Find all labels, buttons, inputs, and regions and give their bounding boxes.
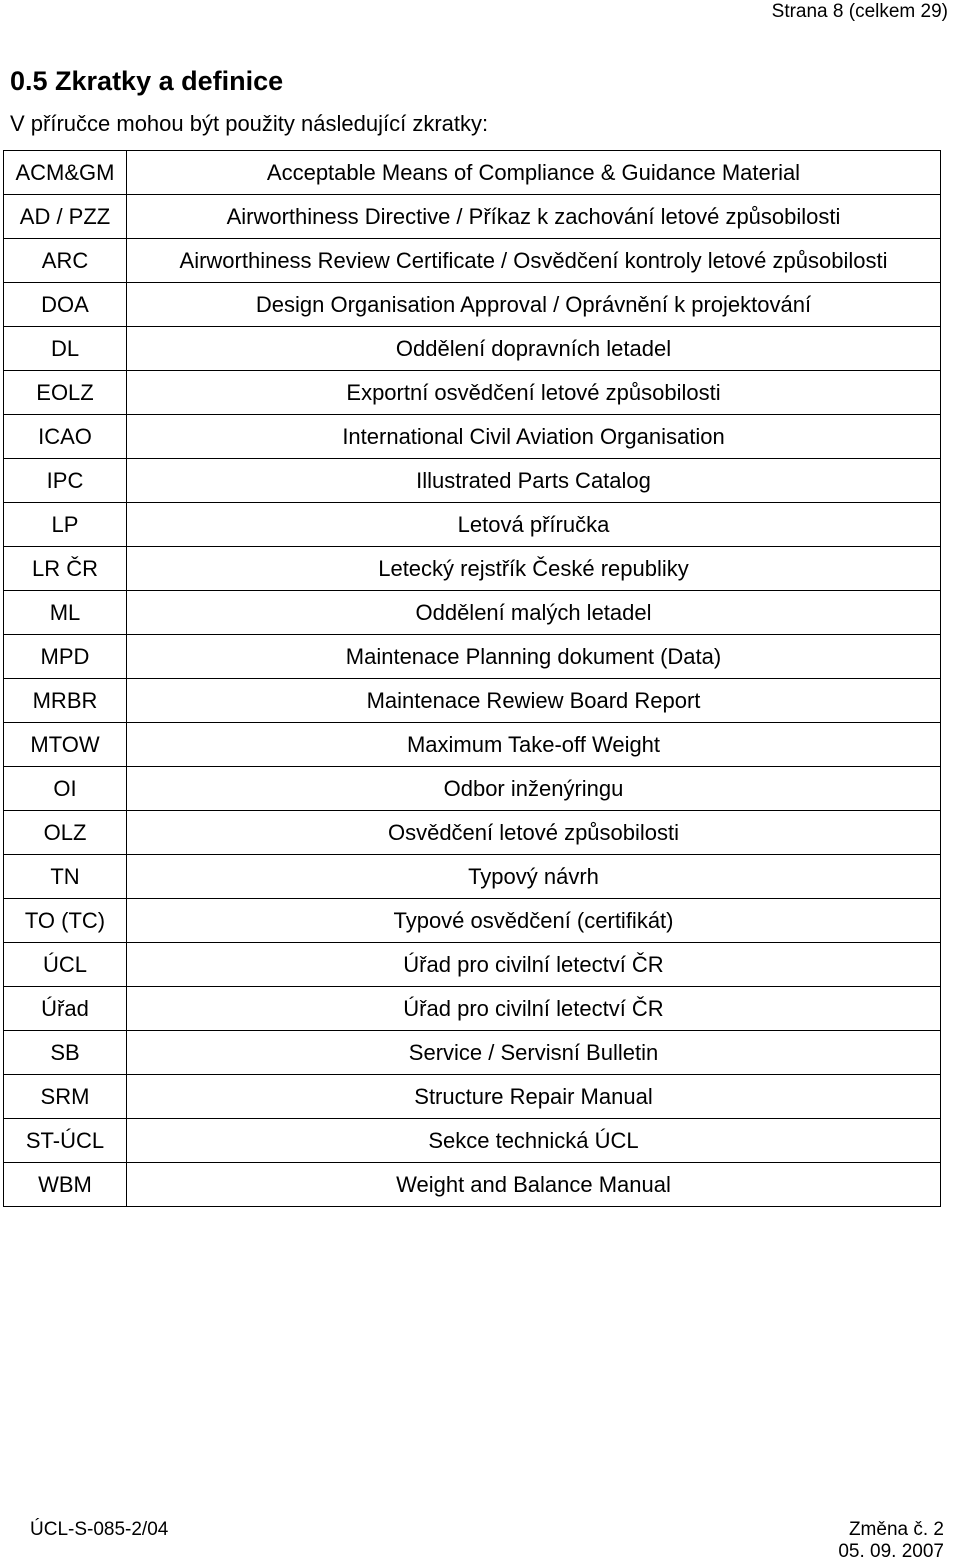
abbreviation-cell: IPC [4, 459, 127, 503]
abbreviation-cell: MPD [4, 635, 127, 679]
abbreviation-cell: AD / PZZ [4, 195, 127, 239]
meaning-cell: Maximum Take-off Weight [127, 723, 941, 767]
table-row [4, 1119, 941, 1163]
abbreviation-cell: ARC [4, 239, 127, 283]
meaning-cell: Illustrated Parts Catalog [127, 459, 941, 503]
footer-doc-code: ÚCL-S-085-2/04 [30, 1519, 169, 1540]
table-row [4, 1031, 941, 1075]
abbreviation-cell: Úřad [4, 987, 127, 1031]
footer-revision [838, 1519, 944, 1563]
abbreviation-cell: ICAO [4, 415, 127, 459]
abbreviation-cell: DOA [4, 283, 127, 327]
meaning-cell: Design Organisation Approval / Oprávnění k projektování [127, 283, 941, 327]
abbreviation-cell: EOLZ [4, 371, 127, 415]
abbreviations-table-body [4, 151, 941, 1207]
abbreviation-cell: LR ČR [4, 547, 127, 591]
meaning-cell: Typový návrh [127, 855, 941, 899]
abbreviation-cell: LP [4, 503, 127, 547]
meaning-cell: Sekce technická ÚCL [127, 1119, 941, 1163]
table-row [4, 415, 941, 459]
table-row [4, 283, 941, 327]
abbreviation-cell: SB [4, 1031, 127, 1075]
table-row [4, 459, 941, 503]
meaning-cell: Exportní osvědčení letové způsobilosti [127, 371, 941, 415]
table-row [4, 195, 941, 239]
meaning-cell: Acceptable Means of Compliance & Guidance Material [127, 151, 941, 195]
table-row [4, 239, 941, 283]
table-row [4, 151, 941, 195]
meaning-cell: Typové osvědčení (certifikát) [127, 899, 941, 943]
abbreviation-cell: ÚCL [4, 943, 127, 987]
table-row [4, 855, 941, 899]
abbreviation-cell: OLZ [4, 811, 127, 855]
meaning-cell: Odbor inženýringu [127, 767, 941, 811]
meaning-cell: Letecký rejstřík České republiky [127, 547, 941, 591]
meaning-cell: Maintenace Rewiew Board Report [127, 679, 941, 723]
abbreviation-cell: TO (TC) [4, 899, 127, 943]
page-number: Strana 8 (celkem 29) [771, 1, 948, 22]
table-row [4, 1163, 941, 1207]
meaning-cell: Osvědčení letové způsobilosti [127, 811, 941, 855]
footer-change: Změna č. 2 [848, 1519, 944, 1540]
table-row [4, 635, 941, 679]
table-row [4, 987, 941, 1031]
abbreviation-cell: TN [4, 855, 127, 899]
meaning-cell: Úřad pro civilní letectví ČR [127, 943, 941, 987]
table-row [4, 679, 941, 723]
meaning-cell: International Civil Aviation Organisation [127, 415, 941, 459]
abbreviation-cell: MTOW [4, 723, 127, 767]
meaning-cell: Airworthiness Review Certificate / Osvědčení kontroly letové způsobilosti [127, 239, 941, 283]
abbreviations-table [3, 150, 941, 1207]
abbreviation-cell: SRM [4, 1075, 127, 1119]
table-row [4, 723, 941, 767]
abbreviation-cell: WBM [4, 1163, 127, 1207]
meaning-cell: Oddělení malých letadel [127, 591, 941, 635]
abbreviation-cell: OI [4, 767, 127, 811]
table-row [4, 811, 941, 855]
meaning-cell: Service / Servisní Bulletin [127, 1031, 941, 1075]
abbreviation-cell: ML [4, 591, 127, 635]
table-row [4, 371, 941, 415]
table-row [4, 591, 941, 635]
meaning-cell: Úřad pro civilní letectví ČR [127, 987, 941, 1031]
table-row [4, 943, 941, 987]
abbreviation-cell: DL [4, 327, 127, 371]
meaning-cell: Letová příručka [127, 503, 941, 547]
footer-date: 05. 09. 2007 [838, 1541, 944, 1562]
table-row [4, 503, 941, 547]
abbreviation-cell: ACM&GM [4, 151, 127, 195]
meaning-cell: Airworthiness Directive / Příkaz k zachování letové způsobilosti [127, 195, 941, 239]
section-intro: V příručce mohou být použity následující zkratky: [10, 111, 489, 136]
meaning-cell: Weight and Balance Manual [127, 1163, 941, 1207]
table-row [4, 899, 941, 943]
abbreviation-cell: ST-ÚCL [4, 1119, 127, 1163]
table-row [4, 767, 941, 811]
meaning-cell: Maintenace Planning dokument (Data) [127, 635, 941, 679]
abbreviation-cell: MRBR [4, 679, 127, 723]
table-row [4, 1075, 941, 1119]
table-row [4, 327, 941, 371]
meaning-cell: Oddělení dopravních letadel [127, 327, 941, 371]
table-row [4, 547, 941, 591]
meaning-cell: Structure Repair Manual [127, 1075, 941, 1119]
section-title: 0.5 Zkratky a definice [10, 66, 284, 96]
